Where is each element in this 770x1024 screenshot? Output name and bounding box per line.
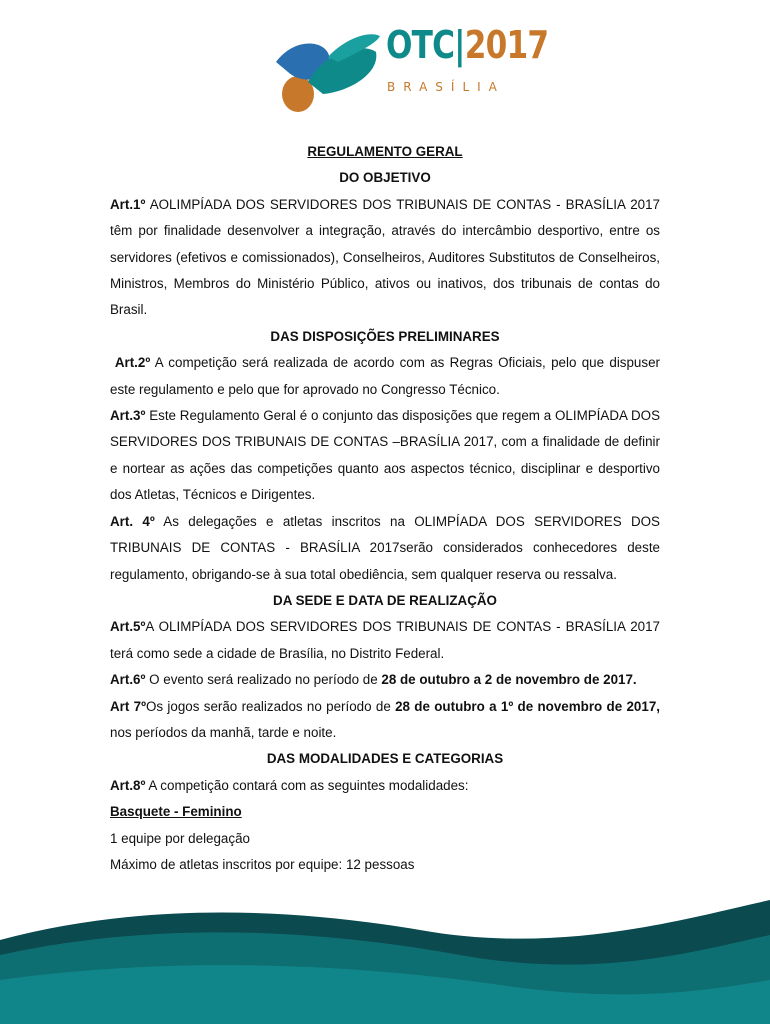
article-2-text: A competição será realizada de acordo com as Regras Oficiais, pelo que dispuser este regulamento e pelo que for aprovado no Congresso Técnico. bbox=[110, 355, 660, 397]
article-7-label: Art 7º bbox=[110, 698, 146, 714]
section-disposicoes-heading: DAS DISPOSIÇÕES PRELIMINARES bbox=[270, 328, 500, 344]
article-6-label: Art.6º bbox=[110, 672, 146, 688]
article-4 bbox=[110, 509, 660, 588]
article-8-label: Art.8º bbox=[110, 777, 146, 793]
document-title: REGULAMENTO GERAL bbox=[307, 144, 463, 159]
article-7-dates: 28 de outubro a 1º de novembro de 2017, bbox=[395, 698, 660, 714]
logo-brand: OTC bbox=[386, 23, 455, 67]
otc-2017-logo bbox=[268, 22, 549, 118]
section-sede-heading: DA SEDE E DATA DE REALIZAÇÃO bbox=[273, 592, 497, 608]
logo-emblem-icon bbox=[268, 22, 386, 118]
section-modalidades-heading: DAS MODALIDADES E CATEGORIAS bbox=[266, 751, 504, 767]
article-5-label: Art.5º bbox=[110, 619, 146, 635]
article-5-text: A OLIMPÍADA DOS SERVIDORES DOS TRIBUNAIS DE CONTAS - BRASÍLIA 2017 terá como sede a cidade de Brasília, no Distrito Federal. bbox=[110, 619, 660, 661]
logo-city: BRASÍLIA bbox=[387, 80, 505, 94]
article-7 bbox=[110, 694, 660, 747]
logo-title bbox=[386, 23, 549, 67]
article-7-tail: nos períodos da manhã, tarde e noite. bbox=[110, 724, 337, 740]
logo-separator: | bbox=[454, 23, 465, 67]
article-8-text: A competição contará com as seguintes modalidades: bbox=[145, 777, 469, 793]
modality-line-teams: 1 equipe por delegação bbox=[110, 830, 250, 846]
article-3 bbox=[110, 403, 660, 509]
article-3-text: Este Regulamento Geral é o conjunto das disposições que regem a OLIMPÍADA DOS SERVIDORES DOS TRIBUNAIS DE CONTAS –BRASÍLIA 2017, com a finalidade de definir e nortear as ações das competições quanto aos aspectos técnico, disciplinar e desportivo dos Atletas, Técnicos e Dirigentes. bbox=[110, 408, 660, 503]
regulation-document bbox=[110, 139, 660, 878]
article-8 bbox=[110, 773, 660, 799]
article-7-text: Os jogos serão realizados no período de bbox=[146, 698, 396, 714]
article-2-label: Art.2º bbox=[110, 355, 151, 371]
article-4-label: Art. 4º bbox=[110, 513, 155, 529]
article-1-label: Art.1º bbox=[110, 196, 146, 212]
article-3-label: Art.3º bbox=[110, 408, 146, 424]
modality-basquete-feminino: Basquete - Feminino bbox=[110, 804, 242, 820]
section-objetivo-heading: DO OBJETIVO bbox=[339, 170, 431, 186]
logo-year: 2017 bbox=[464, 23, 549, 67]
article-1 bbox=[110, 192, 660, 324]
modality-line-athletes: Máximo de atletas inscritos por equipe: 12 pessoas bbox=[110, 856, 415, 872]
article-6-dates: 28 de outubro a 2 de novembro de 2017. bbox=[381, 672, 637, 688]
article-2 bbox=[110, 350, 660, 403]
article-1-text: AOLIMPÍADA DOS SERVIDORES DOS TRIBUNAIS DE CONTAS - BRASÍLIA 2017 têm por finalidade desenvolver a integração, através do intercâmbio desportivo, entre os servidores (efetivos e comissionados), Conselheiros, Auditores Substitutos de Conselheiros, Ministros, Membros do Ministério Público, ativos ou inativos, dos tribunais de contas do Brasil. bbox=[110, 196, 660, 318]
article-4-text: As delegações e atletas inscritos na OLIMPÍADA DOS SERVIDORES DOS TRIBUNAIS DE CONTAS - BRASÍLIA 2017serão considerados conhecedores deste regulamento, obrigando-se à sua total obediência, sem qualquer reserva ou ressalva. bbox=[110, 513, 660, 582]
article-6-text: O evento será realizado no período de bbox=[145, 672, 382, 688]
article-5 bbox=[110, 614, 660, 667]
footer-wave-decoration bbox=[0, 900, 770, 1024]
article-6 bbox=[110, 667, 660, 693]
